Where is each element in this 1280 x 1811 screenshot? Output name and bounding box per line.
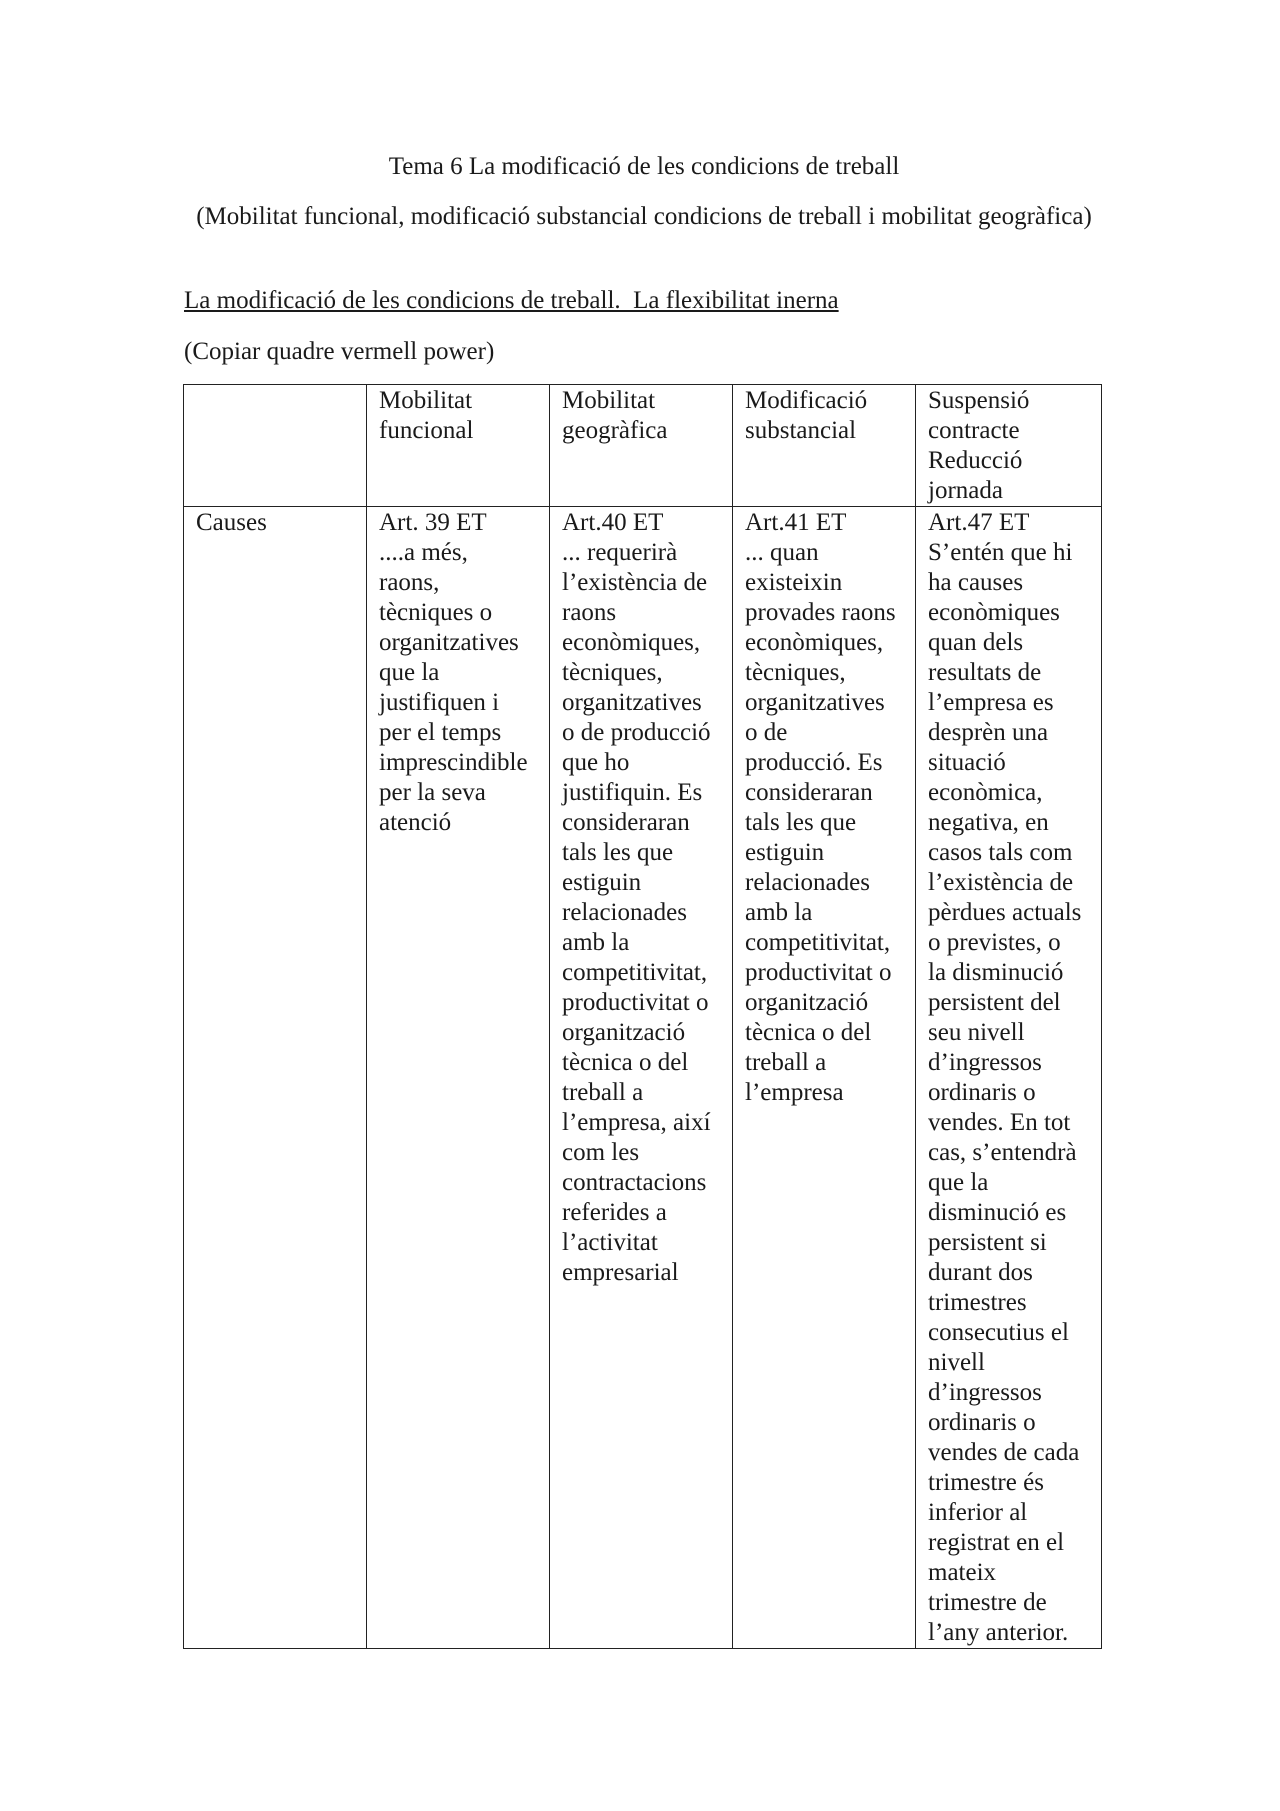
header-cell-modificacio-substancial: Modificació substancial [733, 385, 916, 507]
header-cell-mobilitat-funcional: Mobilitat funcional [367, 385, 550, 507]
cell-art-41: Art.41 ET ... quan existeixin provades raons econòmiques, tècniques, organitzatives o de producció. Es consideraran tals les que estiguin relacionades amb la competitivitat, productivitat o organització tècnica o del treball a l’empresa [733, 507, 916, 1649]
table-header-row [184, 385, 1102, 507]
section-heading: La modificació de les condicions de treball. La flexibilitat inerna [184, 287, 839, 314]
page-subtitle: (Mobilitat funcional, modificació substancial condicions de treball i mobilitat geogràfica) [196, 203, 1092, 230]
cell-art-39: Art. 39 ET ....a més, raons, tècniques o organitzatives que la justifiquen i per el temps imprescindible per la seva atenció [367, 507, 550, 1649]
table-row [184, 507, 1102, 1649]
row-label-causes: Causes [184, 507, 367, 1649]
header-cell-suspensio-contracte: Suspensió contracte Reducció jornada [916, 385, 1102, 507]
conditions-table [183, 384, 1102, 1649]
cell-art-47: Art.47 ET S’entén que hi ha causes econòmiques quan dels resultats de l’empresa es desprèn una situació econòmica, negativa, en casos tals com l’existència de pèrdues actuals o previstes, o la disminució persistent del seu nivell d’ingressos ordinaris o vendes. En tot cas, s’entendrà que la disminució es persistent si durant dos trimestres consecutius el nivell d’ingressos ordinaris o vendes de cada trimestre és inferior al registrat en el mateix trimestre de l’any anterior. [916, 507, 1102, 1649]
cell-art-40: Art.40 ET ... requerirà l’existència de raons econòmiques, tècniques, organitzatives o de producció que ho justifiquin. Es consideraran tals les que estiguin relacionades amb la competitivitat, productivitat o organització tècnica o del treball a l’empresa, així com les contractacions referides a l’activitat empresarial [550, 507, 733, 1649]
header-cell-mobilitat-geografica: Mobilitat geogràfica [550, 385, 733, 507]
instruction-note: (Copiar quadre vermell power) [184, 338, 495, 365]
header-cell-empty [184, 385, 367, 507]
page-title: Tema 6 La modificació de les condicions de treball [388, 153, 900, 180]
